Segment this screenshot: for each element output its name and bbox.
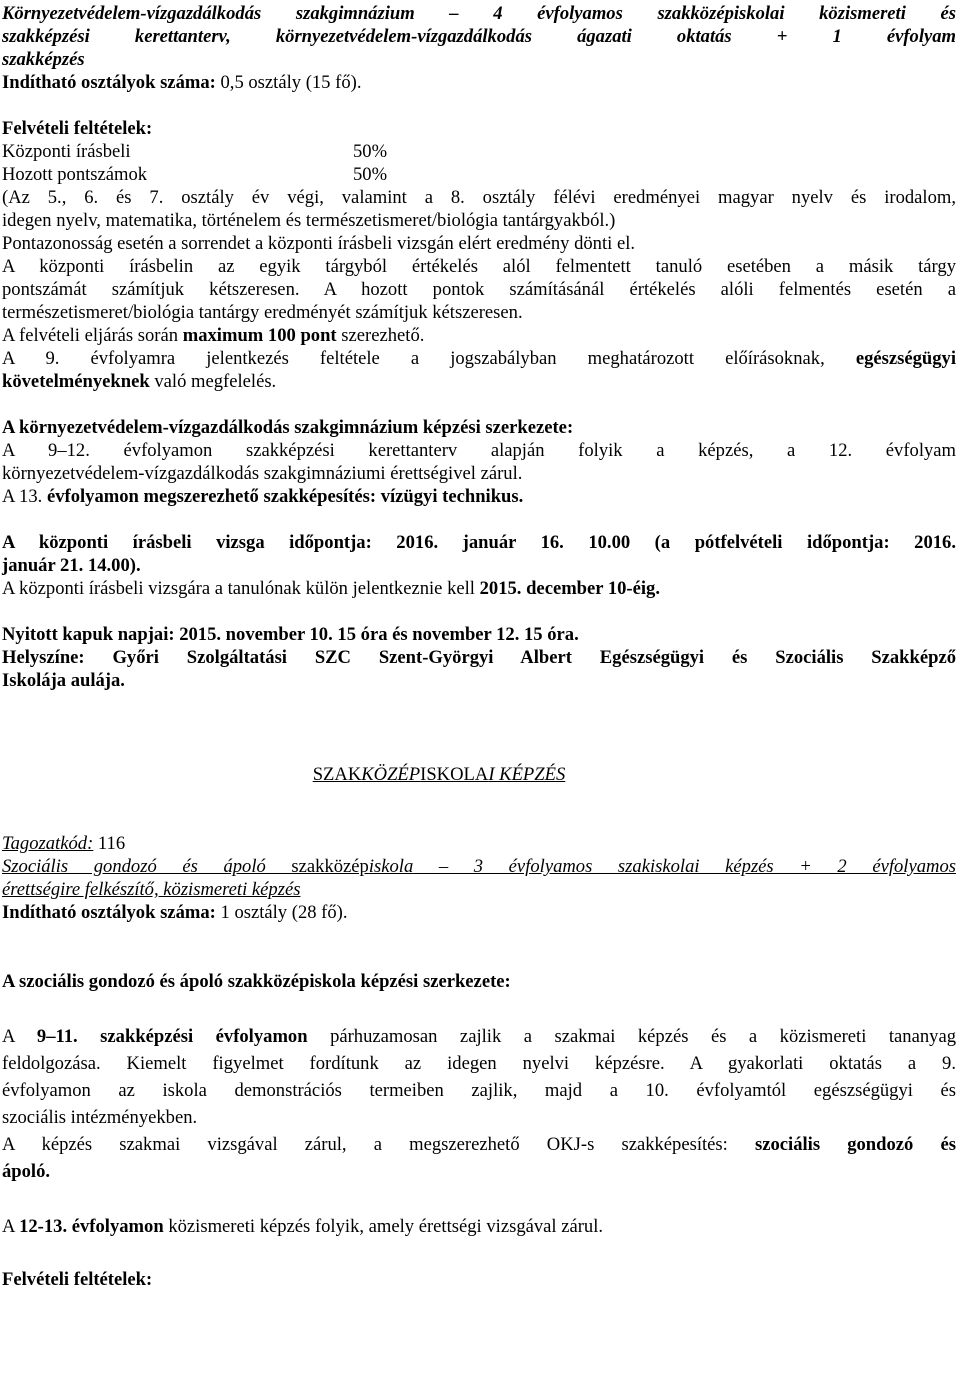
program-title-line-1: Környezetvédelem-vízgazdálkodás szakgimnázium – 4 évfolyamos szakközépiskolai közismereti és (2, 3, 956, 24)
program-d: – 3 évfolyamos szakiskolai képzés + 2 évfolyamos (413, 856, 956, 877)
classes-count (2, 71, 956, 94)
section-code-value: 116 (93, 833, 126, 854)
structure2-line-3: évfolyamon az iskola demonstrációs termeiben zajlik, majd a 10. évfolyamtól egészségügyi és (2, 1080, 956, 1101)
openday-line-1: Nyitott kapuk napjai: 2015. november 10. 15 óra és november 12. 15 óra. (2, 624, 579, 645)
central-label: Központi írásbeli (2, 141, 131, 162)
section2-title-text (313, 764, 566, 785)
exam-line-1: A központi írásbeli vizsga időpontja: 2016. január 16. 10.00 (a pótfelvételi időpontja: 2016. (2, 532, 956, 553)
max-points-pre: A felvételi eljárás során (2, 325, 183, 346)
structure1-line-2: környezetvédelem-vízgazdálkodás szakgimnáziumi érettségivel zárul. (2, 463, 523, 484)
structure2-l5-pre: A képzés szakmai vizsgával zárul, a megszerezhető OKJ-s szakképesítés: (2, 1134, 755, 1155)
health-bold-2: követelményeknek (2, 371, 150, 392)
structure2-line-5 (2, 1133, 956, 1156)
openday-line-2: Helyszíne: Győri Szolgáltatási SZC Szent-Györgyi Albert Egészségügyi és Szociális Szakképző (2, 647, 956, 668)
structure2-l1-c: párhuzamosan zajlik a szakmai képzés és a közismereti tananyag (307, 1026, 956, 1047)
brought-value: 50% (353, 164, 388, 185)
admission-heading: Felvételi feltételek: (2, 118, 153, 139)
classes-label-2: Indítható osztályok száma: (2, 902, 216, 923)
exempt-line-3: természetismeret/biológia tantárgy eredményét számítjuk kétszeresen. (2, 302, 523, 323)
structure2-l7-c: közismereti képzés folyik, amely érettségi vizsgával zárul. (163, 1216, 604, 1237)
health-line-1 (2, 347, 956, 370)
exam-line-3-pre: A központi írásbeli vizsgára a tanulónak külön jelentkeznie kell (2, 578, 480, 599)
structure2-l5-bold: szociális gondozó és (754, 1134, 956, 1155)
exempt-line-2: pontszámát számítjuk kétszeresen. A hozott pontok számításánál értékelés alóli felmentés esetén a (2, 279, 956, 300)
admission-brought (2, 163, 956, 186)
program-title-line-2: szakképzési kerettanterv, környezetvédelem-vízgazdálkodás ágazati oktatás + 1 évfolyam (2, 26, 956, 47)
structure1-line-3 (2, 485, 956, 508)
structure2-l7-b: 12-13. évfolyamon (19, 1216, 164, 1237)
program-line-2: érettségire felkészítő, közismereti képzés (2, 879, 301, 900)
program-a: Szociális gondozó és ápoló (2, 856, 292, 877)
health-line-2 (2, 370, 956, 393)
health-bold-1: egészségügyi (855, 348, 956, 369)
structure1-heading: A környezetvédelem-vízgazdálkodás szakgimnázium képzési szerkezete: (2, 417, 574, 438)
section-code (2, 832, 956, 855)
health-post: való megfelelés. (149, 371, 277, 392)
classes-value: 0,5 osztály (15 fő). (215, 72, 362, 93)
max-points-bold: maximum 100 pont (182, 325, 337, 346)
brought-label: Hozott pontszámok (2, 164, 148, 185)
section-code-label: Tagozatkód: (2, 833, 94, 854)
admission-heading-2: Felvételi feltételek: (2, 1269, 153, 1290)
health-pre: A 9. évfolyamra jelentkezés feltétele a jogszabályban meghatározott előírásoknak, (2, 348, 856, 369)
classes-count-2 (2, 901, 956, 924)
classes-label: Indítható osztályok száma: (2, 72, 216, 93)
structure2-l1-b: 9–11. szakképzési évfolyamon (36, 1026, 308, 1047)
program-c: iskola (368, 856, 414, 877)
exam-line-2: január 21. 14.00). (2, 555, 141, 576)
program-title-line-3: szakképzés (2, 49, 85, 70)
openday-line-3: Iskolája aulája. (2, 670, 125, 691)
max-points (2, 324, 956, 347)
note-line-1: (Az 5., 6. és 7. osztály év végi, valamint a 8. osztály félévi eredményei magyar nyelv és irodalom, (2, 187, 956, 208)
admission-central (2, 140, 956, 163)
structure2-line-1 (2, 1025, 956, 1048)
classes-value-2: 1 osztály (28 fő). (215, 902, 348, 923)
structure2-line-7 (2, 1215, 956, 1238)
max-points-post: szerezhető. (336, 325, 425, 346)
program-line-1 (2, 855, 956, 878)
section2-title (2, 763, 956, 786)
exam-line-3-bold: 2015. december 10-éig. (479, 578, 660, 599)
section2-title-b: KÖZÉP (361, 764, 421, 785)
section2-title-c: ISKOLA (420, 764, 489, 785)
tie-rule: Pontazonosság esetén a sorrendet a központi írásbeli vizsgán elért eredmény dönti el. (2, 233, 636, 254)
exam-line-3 (2, 577, 956, 600)
structure1-line-1: A 9–12. évfolyamon szakképzési kerettanterv alapján folyik a képzés, a 12. évfolyam (2, 440, 956, 461)
structure2-l1-a: A (2, 1026, 37, 1047)
structure2-l7-a: A (2, 1216, 20, 1237)
section2-title-a: SZAK (312, 764, 362, 785)
section2-title-d: I KÉPZÉS (488, 764, 566, 785)
program-b: szakközép (291, 856, 369, 877)
exempt-line-1: A központi írásbelin az egyik tárgyból értékelés alól felmentett tanuló esetében a másik tárgy (2, 256, 956, 277)
structure1-line-3-bold: évfolyamon megszerezhető szakképesítés: vízügyi technikus. (46, 486, 524, 507)
structure2-line-4: szociális intézményekben. (2, 1107, 198, 1128)
structure2-heading: A szociális gondozó és ápoló szakközépiskola képzési szerkezete: (2, 971, 511, 992)
central-value: 50% (353, 141, 388, 162)
structure2-line-6: ápoló. (2, 1161, 51, 1182)
note-line-2: idegen nyelv, matematika, történelem és természetismeret/biológia tantárgyakból.) (2, 210, 616, 231)
structure1-line-3-pre: A 13. (2, 486, 47, 507)
structure2-line-2: feldolgozása. Kiemelt figyelmet fordítunk az idegen nyelvi képzésre. A gyakorlati oktatás a 9. (2, 1053, 956, 1074)
